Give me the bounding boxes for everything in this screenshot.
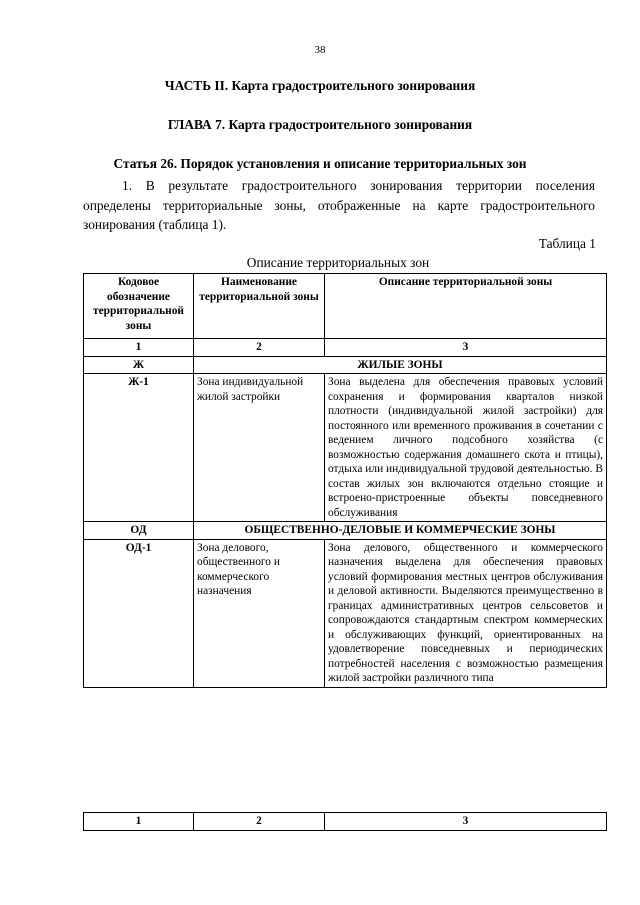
table-row xyxy=(84,374,607,522)
section-code: Ж xyxy=(84,356,194,374)
header-description: Описание территориальной зоны xyxy=(325,274,607,339)
header-name: Наименование территориальной зоны xyxy=(194,274,325,339)
article-heading: Статья 26. Порядок установления и описание территориальных зон xyxy=(113,156,527,171)
chapter-heading: ГЛАВА 7. Карта градостроительного зонирования xyxy=(167,117,473,132)
section-row-business xyxy=(84,522,607,540)
continuation-table xyxy=(83,812,607,831)
header-code: Кодовое обозначение территориальной зоны xyxy=(84,274,194,339)
table-row xyxy=(84,539,607,687)
section-title: ЖИЛЫЕ ЗОНЫ xyxy=(194,356,607,374)
zone-name: Зона индивидуальной жилой застройки xyxy=(194,374,325,522)
page-number: 38 xyxy=(314,44,326,56)
zone-description: Зона делового, общественного и коммерческого назначения выделена для обеспечения правовых условий формирования местных центров обслуживания и деловой активности. Выделяются преимущественно в границах административных центров сельсоветов и сопровождаются стандартным спектром коммерческих и обслуживающих функций, ориентированных на удовлетворение повседневных и периодических потребностей населения с возможностью размещения жилой застройки различного типа xyxy=(325,539,607,687)
table-header-row xyxy=(84,274,607,339)
zone-description: Зона выделена для обеспечения правовых условий сохранения и формирования кварталов низкой плотности (индивидуальной жилой застройки) для постоянного или временного проживания в сочетании с ведением личного подсобного хозяйства (с возможностью содержания домашнего скота и птицы), отдыха или индивидуальной трудовой деятельностью. В состав жилых зон включаются отдельно стоящие и встроено-пристроенные объекты повседневного обслуживания xyxy=(325,374,607,522)
zones-table xyxy=(83,273,607,688)
part-heading: ЧАСТЬ II. Карта градостроительного зонирования xyxy=(164,78,476,93)
zone-name: Зона делового, общественного и коммерческого назначения xyxy=(194,539,325,687)
section-code: ОД xyxy=(84,522,194,540)
section-title: ОБЩЕСТВЕННО-ДЕЛОВЫЕ И КОММЕРЧЕСКИЕ ЗОНЫ xyxy=(194,522,607,540)
column-number: 3 xyxy=(325,813,607,831)
zone-code: Ж-1 xyxy=(84,374,194,522)
table-caption: Описание территориальных зон xyxy=(246,255,430,270)
section-row-residential xyxy=(84,356,607,374)
column-number-row xyxy=(84,339,607,357)
continuation-number-row xyxy=(84,813,607,831)
column-number: 2 xyxy=(194,813,325,831)
column-number: 1 xyxy=(84,813,194,831)
zone-code: ОД-1 xyxy=(84,539,194,687)
intro-paragraph: 1. В результате градостроительного зонирования территории поселения определены территориальные зоны, отображенные на карте градостроительного зонирования (таблица 1). xyxy=(83,178,595,232)
table-label: Таблица 1 xyxy=(538,236,596,251)
column-number: 3 xyxy=(325,339,607,357)
column-number: 2 xyxy=(194,339,325,357)
column-number: 1 xyxy=(84,339,194,357)
